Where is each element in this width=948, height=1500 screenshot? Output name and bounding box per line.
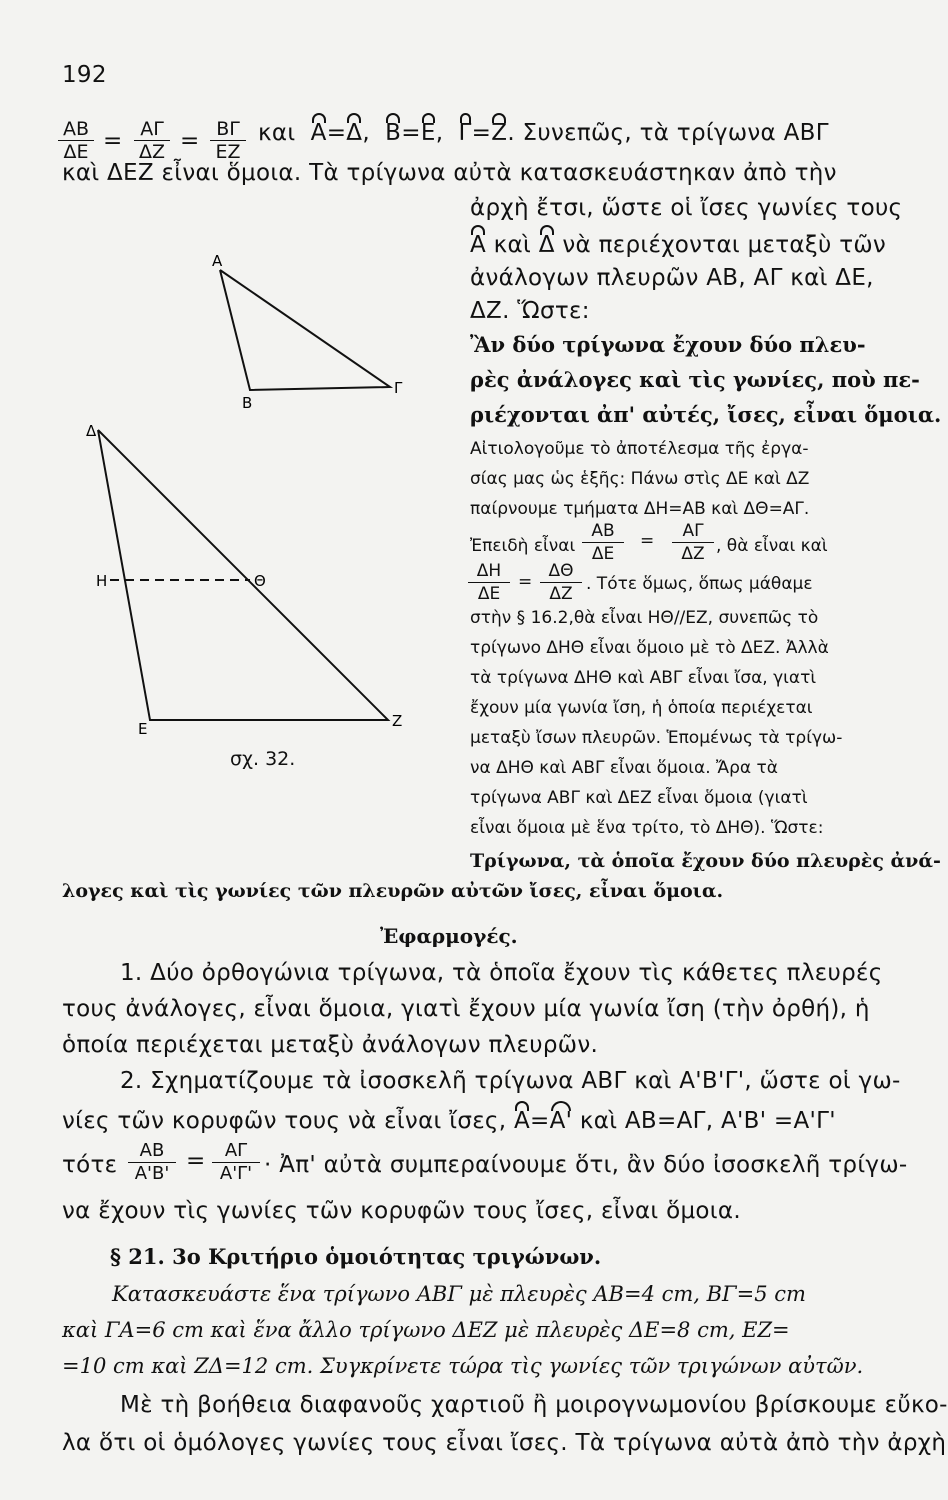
proof-line-8: τὰ τρίγωνα ΔΗΘ καὶ ΑΒΓ εἶναι ἴσα, γιατὶ: [470, 668, 817, 688]
label-e: Ε: [138, 720, 148, 738]
top-line-6: ΔΖ. Ὥστε:: [470, 298, 590, 324]
eq: =: [530, 1108, 550, 1134]
angle-a: Α: [513, 1108, 531, 1134]
top-line-2: καὶ ΔΕΖ εἶναι ὅμοια. Τὰ τρίγωνα αὐτὰ κατασκευάστηκαν ἀπὸ τὴν: [62, 160, 837, 186]
angle-g: Γ: [458, 120, 472, 146]
angle-d: Δ: [346, 120, 363, 146]
text: και: [258, 120, 296, 146]
proof-bold-2: λογες καὶ τὶς γωνίες τῶν πλευρῶν αὐτῶν ἴσες, εἶναι ὅμοια.: [62, 880, 724, 902]
frac-den: ΔΖ: [138, 141, 165, 163]
app-p2-line-3-post: · Ἀπ' αὐτὰ συμπεραίνουμε ὅτι, ἂν δύο ἰσοσκελῆ τρίγω-: [264, 1152, 908, 1178]
comma: ,: [362, 120, 370, 146]
frac-num: ΑΒ: [58, 118, 94, 141]
equals-sign: =: [186, 1148, 206, 1174]
proof-line-4-post: , θὰ εἶναι καὶ: [716, 536, 828, 556]
theorem-line-1: Ἂν δύο τρίγωνα ἔχουν δύο πλευ-: [470, 332, 866, 357]
frac-num: ΔΗ: [468, 560, 510, 583]
fraction-ag-dz: [672, 520, 714, 565]
eq: =: [471, 120, 492, 146]
triangle-dez: [98, 430, 388, 720]
section-italic-3: =10 cm καὶ ΖΔ=12 cm. Συγκρίνετε τώρα τὶς γωνίες τῶν τριγώνων αὐτῶν.: [62, 1354, 864, 1378]
label-z: Ζ: [392, 712, 403, 730]
frac-den: ΔΕ: [591, 544, 615, 564]
frac-num: ΒΓ: [210, 118, 246, 141]
proof-line-1: Αἰτιολογοῦμε τὸ ἀποτέλεσμα τῆς ἐργα-: [470, 439, 809, 459]
triangle-abg: [220, 270, 390, 390]
text: . Συνεπῶς, τὰ τρίγωνα ΑΒΓ: [507, 120, 829, 146]
app-p1-line-1: 1. Δύο ὀρθογώνια τρίγωνα, τὰ ὁποῖα ἔχουν τὶς κάθετες πλευρές: [120, 960, 883, 986]
angle-d: Δ: [538, 232, 555, 258]
fraction-ag-dz: [134, 118, 170, 163]
figure-caption: σχ. 32.: [230, 748, 296, 770]
angle-a-prime: Α': [549, 1108, 573, 1134]
equals-sign: =: [103, 128, 123, 154]
frac-num: ΔΘ: [540, 560, 582, 583]
frac-num: ΑΒ: [128, 1140, 176, 1163]
text: νὰ περιέχονται μεταξὺ τῶν: [562, 232, 887, 258]
frac-den: ΕΖ: [215, 141, 241, 163]
top-line-3: ἀρχὴ ἔτσι, ὥστε οἱ ἴσες γωνίες τους: [470, 195, 903, 221]
equals-sign: =: [518, 572, 533, 592]
label-d: Δ: [86, 422, 97, 440]
text: νίες τῶν κορυφῶν τους νὰ εἶναι ἴσες,: [62, 1108, 507, 1134]
section-line-1: Μὲ τὴ βοήθεια διαφανοῦς χαρτιοῦ ἢ μοιρογνωμονίου βρίσκουμε εὔκο-: [120, 1392, 948, 1418]
label-h: Η: [96, 572, 108, 590]
app-p2-line-4: να ἔχουν τὶς γωνίες τῶν κορυφῶν τους ἴσες, εἶναι ὅμοια.: [62, 1198, 741, 1224]
proof-bold-1: Τρίγωνα, τὰ ὁποῖα ἔχουν δύο πλευρὲς ἀνά-: [470, 850, 941, 872]
frac-den: ΔΖ: [549, 584, 573, 604]
equals-sign: =: [640, 531, 655, 551]
top-line-1: [258, 120, 829, 146]
frac-den: ΔΕ: [477, 584, 501, 604]
fraction-dth-dz: [540, 560, 582, 605]
fraction-dh-de: [468, 560, 510, 605]
angle-z: Ζ: [491, 120, 508, 146]
frac-den: ΔΕ: [63, 141, 89, 163]
page-number: 192: [62, 62, 107, 88]
fraction-ag-apgp: [212, 1140, 260, 1185]
angle-a: Α: [470, 232, 487, 258]
theorem-line-3: ριέχονται ἀπ' αὐτές, ἴσες, εἶναι ὅμοια.: [470, 402, 942, 427]
label-g: Γ: [394, 379, 403, 397]
label-th: Θ: [254, 572, 266, 590]
angle-a: Α: [310, 120, 327, 146]
fraction-ab-de: [582, 520, 624, 565]
frac-num: ΑΓ: [672, 520, 714, 543]
proof-line-11: να ΔΗΘ καὶ ΑΒΓ εἶναι ὅμοια. Ἄρα τὰ: [470, 758, 778, 778]
theorem-line-2: ρὲς ἀνάλογες καὶ τὶς γωνίες, ποὺ πε-: [470, 367, 920, 392]
label-b: Β: [242, 394, 253, 412]
frac-num: ΑΓ: [212, 1140, 260, 1163]
app-p2-line-2: [62, 1108, 836, 1134]
equals-sign: =: [180, 128, 200, 154]
frac-den: Α'Γ': [219, 1163, 253, 1184]
angle-e: Ε: [420, 120, 436, 146]
fraction-bg-ez: [210, 118, 246, 163]
applications-heading: Ἐφαρμογές.: [380, 924, 518, 948]
fraction-ab-apbp: [128, 1140, 176, 1185]
figure-32: [70, 250, 430, 810]
section-heading: § 21. 3ο Κριτήριο ὁμοιότητας τριγώνων.: [110, 1244, 602, 1269]
frac-num: ΑΓ: [134, 118, 170, 141]
text: καὶ: [493, 232, 532, 258]
proof-line-9: ἔχουν μία γωνία ἴση, ἡ ὁποία περιέχεται: [470, 698, 813, 718]
eq: =: [326, 120, 347, 146]
frac-den: ΔΖ: [681, 544, 705, 564]
proof-line-5-post: . Τότε ὅμως, ὅπως μάθαμε: [586, 574, 813, 594]
section-italic-1: Κατασκευάστε ἕνα τρίγωνο ΑΒΓ μὲ πλευρὲς ΑΒ=4 cm, ΒΓ=5 cm: [112, 1282, 806, 1306]
app-p1-line-2: τους ἀνάλογες, εἶναι ὅμοια, γιατὶ ἔχουν μία γωνία ἴση (τὴν ὀρθή), ἡ: [62, 996, 870, 1022]
proof-line-6: στὴν § 16.2,θὰ εἶναι ΗΘ//ΕΖ, συνεπῶς τὸ: [470, 608, 819, 628]
fraction-ab-de: [58, 118, 94, 163]
app-p2-line-3-pre: τότε: [62, 1152, 118, 1178]
proof-line-2: σίας μας ὡς ἑξῆς: Πάνω στὶς ΔΕ καὶ ΔΖ: [470, 469, 810, 489]
comma: ,: [435, 120, 444, 146]
angle-b: Β: [385, 120, 402, 146]
proof-line-10: μεταξὺ ἴσων πλευρῶν. Ἑπομένως τὰ τρίγω-: [470, 728, 843, 748]
proof-line-7: τρίγωνο ΔΗΘ εἶναι ὅμοιο μὲ τὸ ΔΕΖ. Ἀλλὰ: [470, 638, 829, 658]
proof-line-3: παίρνουμε τμήματα ΔΗ=ΑΒ καὶ ΔΘ=ΑΓ.: [470, 499, 810, 519]
text: καὶ ΑΒ=ΑΓ, Α'Β' =Α'Γ': [579, 1108, 836, 1134]
top-line-5: ἀνάλογων πλευρῶν ΑΒ, ΑΓ καὶ ΔΕ,: [470, 265, 874, 291]
section-line-2: λα ὅτι οἱ ὁμόλογες γωνίες τους εἶναι ἴσες. Τὰ τρίγωνα αὐτὰ ἀπὸ τὴν ἀρχὴ: [62, 1430, 947, 1456]
proof-line-13: εἶναι ὅμοια μὲ ἕνα τρίτο, τὸ ΔΗΘ). Ὥστε:: [470, 818, 824, 838]
proof-line-12: τρίγωνα ΑΒΓ καὶ ΔΕΖ εἶναι ὅμοια (γιατὶ: [470, 788, 808, 808]
proof-line-4-pre: Ἐπειδὴ εἶναι: [470, 536, 576, 556]
top-line-4: [470, 232, 886, 258]
section-italic-2: καὶ ΓΑ=6 cm καὶ ἕνα ἄλλο τρίγωνο ΔΕΖ μὲ πλευρὲς ΔΕ=8 cm, ΕΖ=: [62, 1318, 790, 1342]
frac-den: Α'Β': [134, 1163, 170, 1184]
app-p1-line-3: ὁποία περιέχεται μεταξὺ ἀνάλογων πλευρῶν.: [62, 1032, 599, 1058]
app-p2-line-1: 2. Σχηματίζουμε τὰ ἰσοσκελῆ τρίγωνα ΑΒΓ καὶ Α'Β'Γ', ὥστε οἱ γω-: [120, 1068, 901, 1094]
eq: =: [401, 120, 421, 146]
label-a: Α: [212, 252, 223, 270]
frac-num: ΑΒ: [582, 520, 624, 543]
